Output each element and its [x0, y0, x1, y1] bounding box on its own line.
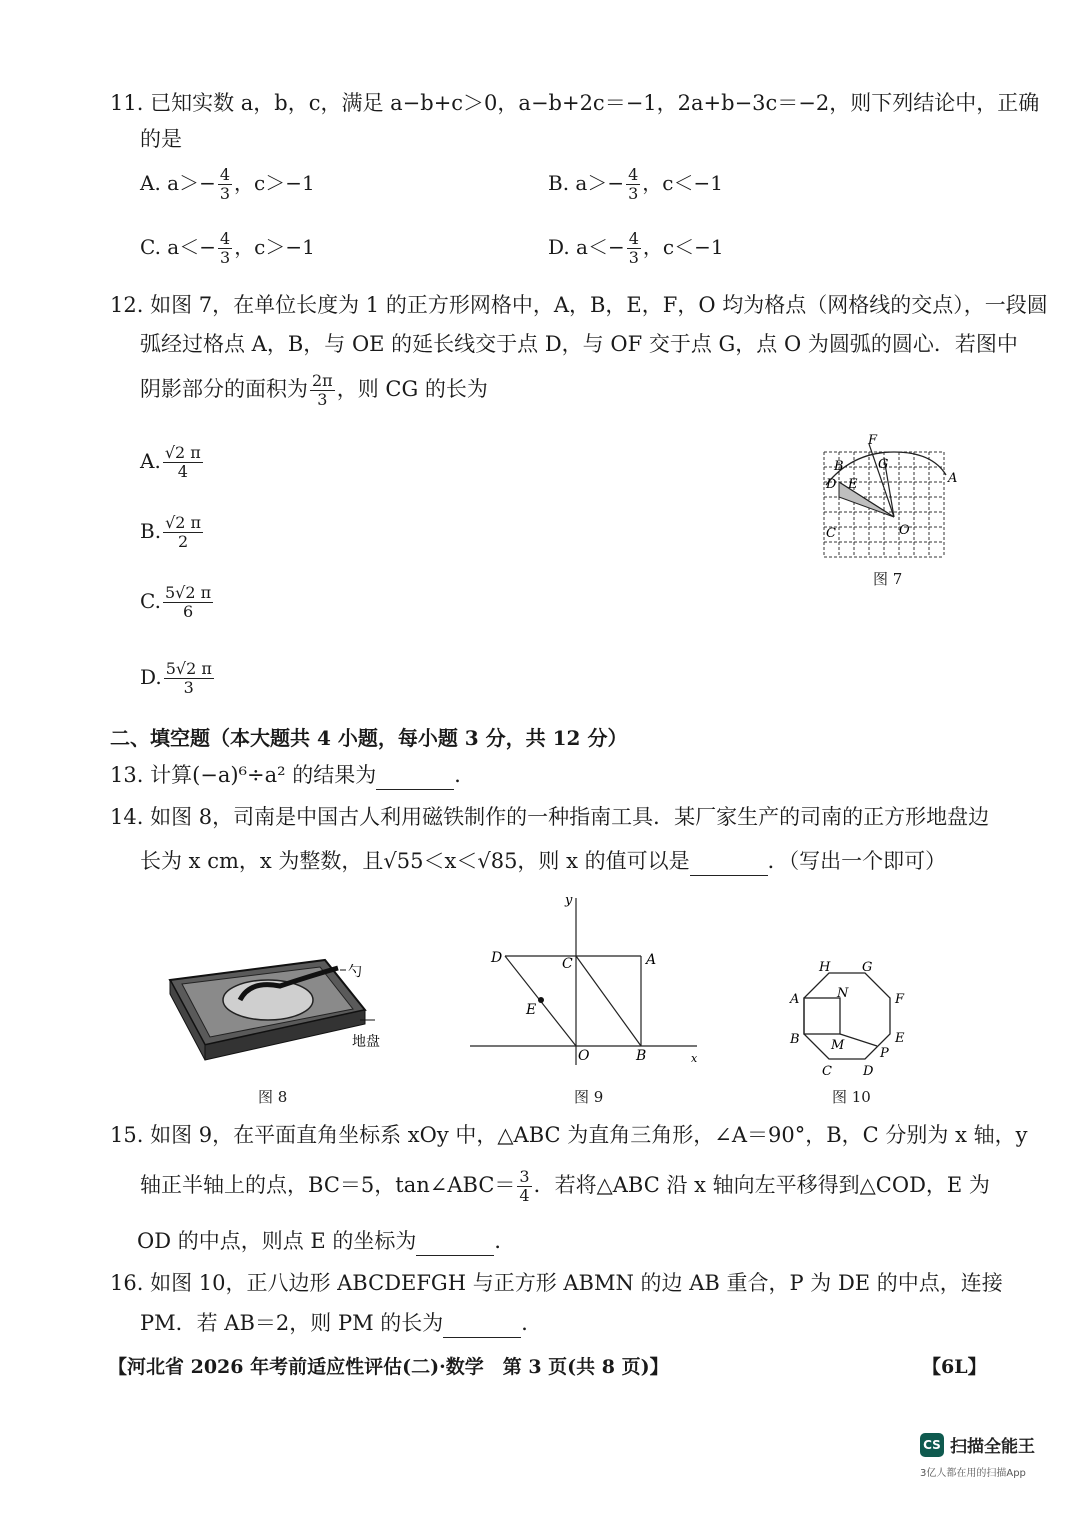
fig7-label-d: D [826, 477, 837, 492]
q11-option-d: D. a＜− $\frac{4}{3}$ ，c＜−1 [548, 229, 724, 267]
q15-answer-blank[interactable] [416, 1235, 494, 1256]
fig7-label-c: C [826, 526, 836, 541]
fig10-label-p: P [880, 1046, 889, 1061]
q14-answer-blank[interactable] [690, 855, 768, 876]
figure-7-grid [812, 430, 962, 570]
fig7-label-e: E [848, 477, 858, 492]
fig10-label-f: F [895, 992, 905, 1007]
watermark-name: 扫描全能王 [950, 1437, 1035, 1457]
q13-answer-blank[interactable] [376, 769, 454, 790]
q15-line1: 15. 如图 9，在平面直角坐标系 xOy 中，△ABC 为直角三角形，∠A＝90°，B，C 分别为 x 轴，y [110, 1123, 1028, 1147]
fig10-label-m: M [831, 1038, 845, 1053]
fig9-label-e: E [526, 1002, 537, 1018]
fig7-label-a: A [948, 471, 958, 486]
fig9-label-d: D [491, 950, 503, 966]
fig9-label-o: O [578, 1048, 590, 1064]
fig8-label-plate: 地盘 [352, 1034, 380, 1050]
q11-option-b: B. a＞− $\frac{4}{3}$ ，c＜−1 [548, 165, 723, 203]
q12-line2: 弧经过格点 A，B，与 OE 的延长线交于点 D，与 OF 交于点 G，点 O 为圆弧的圆心．若图中 [140, 332, 1018, 356]
fig10-label-h: H [819, 960, 831, 975]
fig9-label-x: x [691, 1052, 698, 1065]
section-2-heading: 二、填空题（本大题共 4 小题，每小题 3 分，共 12 分） [110, 726, 628, 750]
fig7-label-o: O [899, 523, 910, 538]
q14-line1: 14. 如图 8，司南是中国古人利用磁铁制作的一种指南工具．某厂家生产的司南的正方形地盘边 [110, 805, 990, 829]
camscanner-logo-icon: CS [920, 1433, 944, 1457]
q12-line1: 12. 如图 7，在单位长度为 1 的正方形网格中，A，B，E，F，O 均为格点（网格线的交点），一段圆 [110, 293, 1048, 317]
figure-8-caption: 图 8 [258, 1088, 288, 1106]
q15-line2: 轴正半轴上的点，BC＝5，tan∠ABC＝ $\frac{3}{4}$ ．若将△ABC 沿 x 轴向左平移得到△COD，E 为 [140, 1167, 990, 1205]
figure-9-coordinates [465, 890, 705, 1070]
fig7-label-b: B [834, 459, 844, 474]
figure-8-sinan [150, 950, 410, 1080]
page-footer: 【河北省 2026 年考前适应性评估(二)·数学 第 3 页(共 8 页)】 [108, 1356, 669, 1378]
q16-line1: 16. 如图 10，正八边形 ABCDEFGH 与正方形 ABMN 的边 AB 重合，P 为 DE 的中点，连接 [110, 1271, 1003, 1295]
fig8-label-spoon: 勺 [348, 964, 362, 980]
fig9-label-y: y [565, 893, 573, 908]
fig10-label-b: B [790, 1032, 800, 1047]
fig7-label-f: F [868, 433, 878, 448]
watermark-tagline: 3亿人都在用的扫描App [920, 1468, 1026, 1479]
q12-option-b: B. $\frac{√2 \pi}{2}$ [140, 513, 202, 551]
q11-option-c: C. a＜− $\frac{4}{3}$ ，c＞−1 [140, 229, 315, 267]
q11-option-a: A. a＞− $\frac{4}{3}$ ，c＞−1 [140, 165, 315, 203]
figure-9-caption: 图 9 [574, 1088, 604, 1106]
q14-line2: 长为 x cm，x 为整数，且√55＜x＜√85，则 x 的值可以是 ．（写出一个即可） [140, 846, 946, 876]
q16-line2: PM．若 AB＝2，则 PM 的长为 ． [140, 1308, 542, 1338]
fig10-label-c: C [822, 1064, 832, 1079]
q12-option-c: C. $\frac{5√2 \pi}{6}$ [140, 583, 212, 621]
q11-line1: 11. 已知实数 a，b，c，满足 a−b+c＞0，a−b+2c＝−1，2a+b−3c＝−2，则下列结论中，正确 [110, 91, 1040, 115]
fig10-label-g: G [862, 960, 873, 975]
q12-line3: 阴影部分的面积为 $\frac{2\pi}{3}$ ，则 CG 的长为 [140, 371, 488, 409]
fig7-label-g: G [878, 457, 889, 472]
figure-10-caption: 图 10 [832, 1088, 871, 1106]
fig10-label-e: E [895, 1031, 905, 1046]
fig10-label-d: D [863, 1064, 874, 1079]
q15-line3: OD 的中点，则点 E 的坐标为 ． [137, 1226, 515, 1256]
figure-7-caption: 图 7 [873, 570, 903, 588]
fig9-label-a: A [646, 952, 657, 968]
q16-answer-blank[interactable] [443, 1317, 521, 1338]
q12-option-d: D. $\frac{5√2 \pi}{3}$ [140, 659, 212, 697]
fig10-label-a: A [790, 992, 800, 1007]
scanner-watermark [920, 1432, 1035, 1457]
fig10-label-n: N [837, 986, 849, 1001]
footer-code: 【6L】 [922, 1356, 987, 1378]
fig9-label-c: C [562, 956, 573, 972]
q13: 13. 计算(−a)⁶÷a² 的结果为 ． [110, 760, 475, 790]
fig9-label-b: B [636, 1048, 647, 1064]
q12-option-a: A. $\frac{√2 \pi}{4}$ [140, 443, 201, 481]
q11-line2: 的是 [140, 127, 182, 151]
figure-10-octagon [785, 955, 915, 1080]
